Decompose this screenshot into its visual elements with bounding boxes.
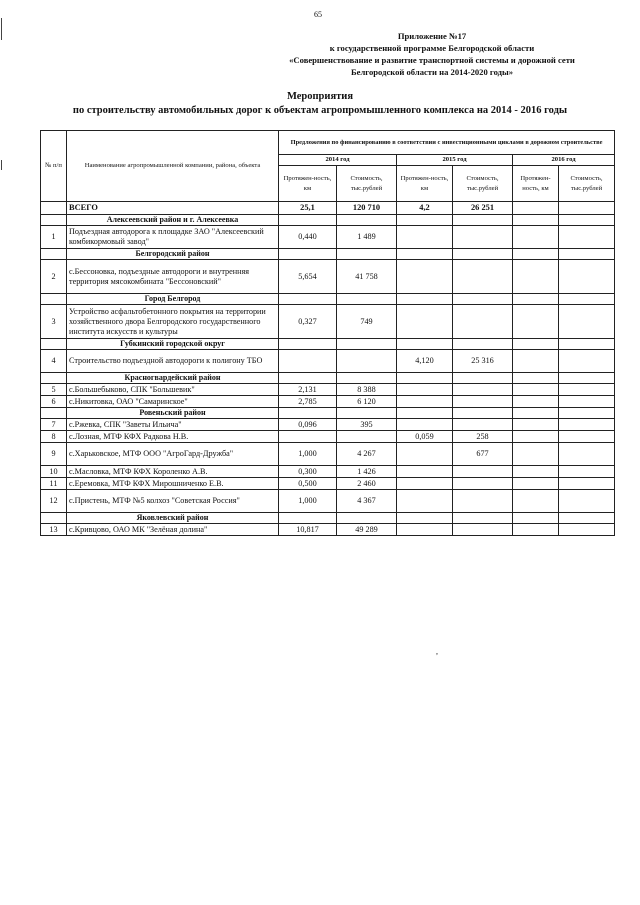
length-2015: [397, 305, 453, 339]
table-row: [41, 490, 615, 513]
object-name: Устройство асфальтобетонного покрытия на территории хозяйственного двора Белгородского государственного института искусств и культуры: [67, 305, 279, 339]
section-row: [41, 249, 615, 260]
cost-2014: 395: [337, 419, 397, 431]
object-name: Строительство подъездной автодороги к полигону ТБО: [67, 350, 279, 373]
cost-2015: 25 316: [453, 350, 513, 373]
row-number: 8: [41, 431, 67, 443]
cost-2015: 677: [453, 443, 513, 466]
total-cost-2014: 120 710: [337, 202, 397, 215]
cost-2014: 49 289: [337, 524, 397, 536]
table-row: [41, 305, 615, 339]
cost-2016: [559, 524, 615, 536]
total-cost-2015: 26 251: [453, 202, 513, 215]
cost-2015: [453, 226, 513, 249]
length-2015: [397, 443, 453, 466]
cost-2016: [559, 490, 615, 513]
measures-table: [40, 130, 615, 536]
table-row: [41, 396, 615, 408]
object-name: с.Бессоновка, подъездные автодороги и внутренняя территория мясокомбината "Бессоновский": [67, 260, 279, 294]
cost-2016: [559, 466, 615, 478]
cost-2016: [559, 226, 615, 249]
cost-2014: 2 460: [337, 478, 397, 490]
length-2015: [397, 260, 453, 294]
length-2015: [397, 490, 453, 513]
header-funding: Предложения по финансированию в соответствии с инвестиционными циклами в дорожном строительстве: [279, 131, 615, 155]
length-2016: [513, 384, 559, 396]
length-2014: 2,785: [279, 396, 337, 408]
cost-2014: 1 426: [337, 466, 397, 478]
length-2016: [513, 350, 559, 373]
section-label: Губкинский городской округ: [67, 339, 279, 350]
length-2015: [397, 524, 453, 536]
cost-2016: [559, 384, 615, 396]
section-label: Белгородский район: [67, 249, 279, 260]
length-2016: [513, 260, 559, 294]
row-number: 11: [41, 478, 67, 490]
cost-2014: 6 120: [337, 396, 397, 408]
object-name: с.Масловка, МТФ КФХ Короленко А.В.: [67, 466, 279, 478]
length-2016: [513, 419, 559, 431]
cost-2016: [559, 419, 615, 431]
cost-2016: [559, 431, 615, 443]
length-2014: 5,654: [279, 260, 337, 294]
page-number: 65: [314, 10, 322, 19]
table-row: [41, 466, 615, 478]
cost-2016: [559, 443, 615, 466]
cost-2014: 41 758: [337, 260, 397, 294]
section-label: Яковлевский район: [67, 513, 279, 524]
length-2015: 0,059: [397, 431, 453, 443]
total-length-2015: 4,2: [397, 202, 453, 215]
cost-2014: [337, 350, 397, 373]
cost-2015: [453, 466, 513, 478]
row-number: 2: [41, 260, 67, 294]
length-2016: [513, 478, 559, 490]
length-2014: 1,000: [279, 443, 337, 466]
cost-2016: [559, 305, 615, 339]
length-2015: 4,120: [397, 350, 453, 373]
cost-2016: [559, 478, 615, 490]
cost-2015: [453, 260, 513, 294]
section-label: Город Белгород: [67, 294, 279, 305]
length-2014: 10,817: [279, 524, 337, 536]
cost-2014: 8 388: [337, 384, 397, 396]
row-number: 5: [41, 384, 67, 396]
table-row: [41, 443, 615, 466]
length-2016: [513, 431, 559, 443]
length-2016: [513, 396, 559, 408]
stray-mark: ,: [436, 647, 438, 656]
cost-2015: [453, 478, 513, 490]
section-row: [41, 339, 615, 350]
cost-2015: [453, 490, 513, 513]
length-2014: [279, 431, 337, 443]
row-number: 3: [41, 305, 67, 339]
section-row: [41, 513, 615, 524]
header-length: Протяжен-ность, км: [279, 166, 337, 202]
table-row: [41, 524, 615, 536]
header-cost: Стоимость, тыс.рублей: [559, 166, 615, 202]
table-row: [41, 384, 615, 396]
header-name: Наименование агропромышленной компании, района, объекта: [67, 131, 279, 202]
row-number: 10: [41, 466, 67, 478]
object-name: с.Ржевка, СПК "Заветы Ильича": [67, 419, 279, 431]
total-length-2016: [513, 202, 559, 215]
length-2015: [397, 478, 453, 490]
row-number: 4: [41, 350, 67, 373]
section-row: [41, 215, 615, 226]
object-name: Подъездная автодорога к площадке ЗАО "Алексеевский комбикормовый завод": [67, 226, 279, 249]
header-length: Протяжен-ность, км: [513, 166, 559, 202]
table-row: [41, 419, 615, 431]
title-line-1: Мероприятия: [286, 91, 354, 102]
row-number: 9: [41, 443, 67, 466]
table-row: [41, 350, 615, 373]
cost-2015: [453, 396, 513, 408]
cost-2016: [559, 350, 615, 373]
object-name: с.Пристень, МТФ №5 колхоз "Советская Россия": [67, 490, 279, 513]
length-2016: [513, 466, 559, 478]
cost-2015: [453, 524, 513, 536]
object-name: с.Никитовка, ОАО "Самаринское": [67, 396, 279, 408]
table-row: [41, 260, 615, 294]
appendix-line: Приложение №17: [397, 31, 467, 41]
document-title: [0, 90, 640, 118]
length-2014: 0,300: [279, 466, 337, 478]
length-2014: 0,096: [279, 419, 337, 431]
length-2016: [513, 443, 559, 466]
length-2016: [513, 226, 559, 249]
header-year-2015: 2015 год: [397, 155, 513, 166]
cost-2014: 4 267: [337, 443, 397, 466]
total-row: [41, 202, 615, 215]
total-cost-2016: [559, 202, 615, 215]
object-name: с.Харьковское, МТФ ООО "АгроГард-Дружба": [67, 443, 279, 466]
scan-margin-mark: [1, 18, 2, 40]
section-row: [41, 408, 615, 419]
section-row: [41, 294, 615, 305]
length-2015: [397, 419, 453, 431]
cost-2015: [453, 384, 513, 396]
header-cost: Стоимость, тыс.рублей: [453, 166, 513, 202]
cost-2015: [453, 305, 513, 339]
object-name: с.Лозная, МТФ КФХ Радкова Н.В.: [67, 431, 279, 443]
cost-2014: 749: [337, 305, 397, 339]
length-2015: [397, 466, 453, 478]
appendix-header: [252, 30, 612, 78]
appendix-line: к государственной программе Белгородской области: [329, 43, 535, 53]
length-2014: 2,131: [279, 384, 337, 396]
row-number: 6: [41, 396, 67, 408]
length-2014: 1,000: [279, 490, 337, 513]
header-year-2014: 2014 год: [279, 155, 397, 166]
length-2016: [513, 305, 559, 339]
title-line-2: по строительству автомобильных дорог к объектам агропромышленного комплекса на 2014 - 2016 годы: [72, 105, 568, 116]
row-number: 1: [41, 226, 67, 249]
length-2014: 0,440: [279, 226, 337, 249]
header-num: № п/п: [41, 131, 67, 202]
length-2015: [397, 396, 453, 408]
table-row: [41, 226, 615, 249]
table-row: [41, 478, 615, 490]
length-2014: [279, 350, 337, 373]
header-cost: Стоимость, тыс.рублей: [337, 166, 397, 202]
appendix-line: «Совершенствование и развитие транспортной системы и дорожной сети: [289, 55, 575, 65]
header-year-2016: 2016 год: [513, 155, 615, 166]
cost-2014: 1 489: [337, 226, 397, 249]
object-name: с.Еремовка, МТФ КФХ Мирошниченко Е.В.: [67, 478, 279, 490]
length-2014: 0,500: [279, 478, 337, 490]
length-2015: [397, 384, 453, 396]
row-number: 12: [41, 490, 67, 513]
section-row: [41, 373, 615, 384]
length-2016: [513, 524, 559, 536]
header-length: Протяжен-ность, км: [397, 166, 453, 202]
section-label: Алексеевский район и г. Алексеевка: [67, 215, 279, 226]
object-name: с.Большебыково, СПК "Большевик": [67, 384, 279, 396]
total-length-2014: 25,1: [279, 202, 337, 215]
appendix-line: Белгородской области на 2014-2020 годы»: [350, 67, 514, 77]
section-label: Ровеньский район: [67, 408, 279, 419]
object-name: с.Кривцово, ОАО МК "Зелёная долина": [67, 524, 279, 536]
cost-2016: [559, 260, 615, 294]
length-2015: [397, 226, 453, 249]
length-2014: 0,327: [279, 305, 337, 339]
total-label: ВСЕГО: [67, 202, 279, 215]
scan-margin-mark: [1, 160, 2, 170]
cost-2015: 258: [453, 431, 513, 443]
length-2016: [513, 490, 559, 513]
section-label: Красногвардейский район: [67, 373, 279, 384]
cost-2014: [337, 431, 397, 443]
cost-2016: [559, 396, 615, 408]
table-row: [41, 431, 615, 443]
row-number: 13: [41, 524, 67, 536]
cost-2014: 4 367: [337, 490, 397, 513]
cost-2015: [453, 419, 513, 431]
row-number: 7: [41, 419, 67, 431]
